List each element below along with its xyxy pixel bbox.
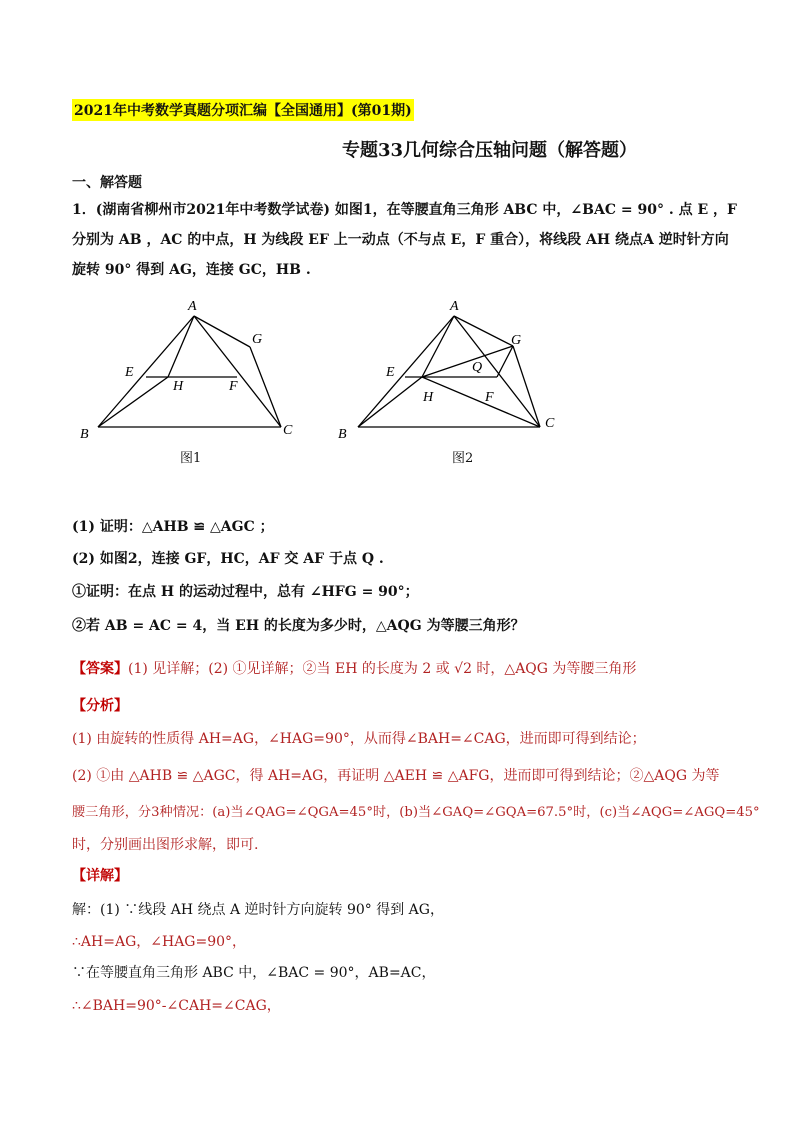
analysis-line-2: (2) ①由 △AHB ≌ △AGC，得 AH=AG，再证明 △AEH ≌ △AFG，进而即可得到结论；②△AQG 为等: [72, 768, 720, 784]
analysis-line-4: 时，分别画出图形求解，即可.: [72, 837, 259, 853]
fig1-label-G: G: [252, 332, 263, 347]
section-heading: 一、解答题: [72, 175, 142, 191]
answer-block: [72, 658, 636, 678]
detail-line-2: ∴AH=AG，∠HAG=90°，: [72, 934, 247, 950]
fig2-label-E: E: [386, 365, 395, 380]
question-line-3: 旋转 90° 得到 AG，连接 GC，HB .: [72, 262, 311, 278]
detail-line-3: ∵在等腰直角三角形 ABC 中，∠BAC = 90°，AB=AC，: [72, 965, 436, 981]
fig1-label-F: F: [229, 379, 238, 394]
analysis-line-1: (1) 由旋转的性质得 AH=AG，∠HAG=90°，从而得∠BAH=∠CAG，进而即可得到结论；: [72, 731, 646, 747]
fig2-label-F: F: [485, 390, 494, 405]
fig2-label-Q: Q: [472, 360, 483, 375]
answer-text: (1) 见详解；(2) ①见详解；②当 EH 的长度为 2 或 √2 时，△AQG 为等腰三角形: [128, 661, 637, 677]
series-tag: 2021年中考数学真题分项汇编【全国通用】(第01期): [72, 99, 414, 121]
figure-2-caption: 图2: [452, 451, 474, 466]
analysis-tag: 【分析】: [72, 698, 128, 714]
answer-tag: 【答案】: [72, 661, 128, 677]
fig2-label-A: A: [450, 299, 459, 314]
part-1: (1) 证明：△AHB ≌ △AGC ；: [72, 519, 274, 535]
fig1-label-E: E: [125, 365, 134, 380]
fig1-label-B: B: [80, 427, 89, 442]
fig1-label-A: A: [188, 299, 197, 314]
fig2-label-C: C: [545, 416, 555, 431]
detail-line-4: ∴∠BAH=90°-∠CAH=∠CAG，: [72, 998, 281, 1014]
part-2a: ①证明：在点 H 的运动过程中，总有 ∠HFG = 90°；: [72, 584, 419, 600]
question-line-2: 分别为 AB ，AC 的中点，H 为线段 EF 上一动点（不与点 E，F 重合），将线段 AH 绕点A 逆时针方向: [72, 232, 729, 248]
figure-1-caption: 图1: [180, 451, 202, 466]
fig2-label-B: B: [338, 427, 347, 442]
fig2-label-H: H: [423, 390, 434, 405]
detail-tag: 【详解】: [72, 868, 128, 884]
question-line-1: 1．(湖南省柳州市2021年中考数学试卷) 如图1，在等腰直角三角形 ABC 中，∠BAC = 90° . 点 E ，F: [72, 202, 737, 218]
analysis-line-3: 腰三角形，分3种情况：(a)当∠QAG=∠QGA=45°时，(b)当∠GAQ=∠GQA=67.5°时，(c)当∠AQG=∠AGQ=45°: [72, 805, 760, 820]
part-2: (2) 如图2，连接 GF，HC，AF 交 AF 于点 Q .: [72, 551, 384, 567]
fig1-label-H: H: [173, 379, 184, 394]
detail-line-1: 解：(1) ∵线段 AH 绕点 A 逆时针方向旋转 90° 得到 AG，: [72, 902, 444, 918]
figure-1: [70, 290, 310, 450]
page-title-text: 专题33几何综合压轴问题（解答题）: [341, 140, 638, 161]
fig2-label-G: G: [511, 333, 522, 348]
figure-2: [330, 290, 570, 450]
page-title: [0, 136, 794, 162]
fig1-label-C: C: [283, 423, 293, 438]
part-2b: ②若 AB = AC = 4，当 EH 的长度为多少时，△AQG 为等腰三角形？: [72, 618, 525, 634]
